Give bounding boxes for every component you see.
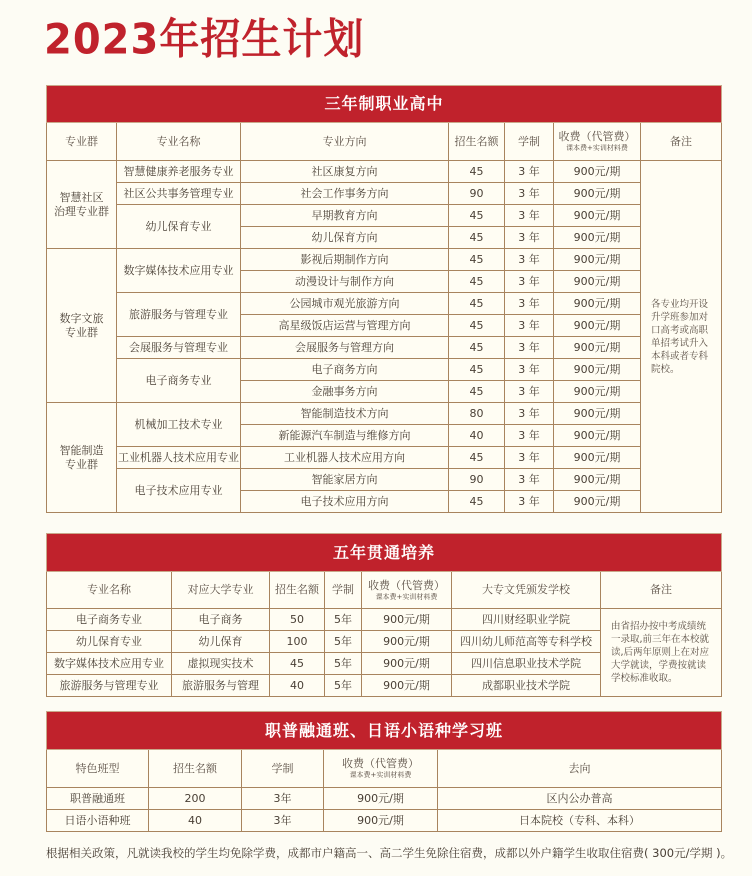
table-row xyxy=(47,249,722,271)
table-row xyxy=(47,359,722,381)
univ-major-cell: 旅游服务与管理 xyxy=(172,675,270,697)
duration-cell: 3 年 xyxy=(505,205,554,227)
fee-cell: 900元/期 xyxy=(362,609,452,631)
fee-cell: 900元/期 xyxy=(324,788,438,810)
major-cell: 旅游服务与管理专业 xyxy=(117,293,241,337)
quota-cell: 40 xyxy=(270,675,325,697)
fee-cell: 900元/期 xyxy=(554,491,641,513)
fee-header-sub: 课本费+实训材料费 xyxy=(566,144,628,152)
quota-cell: 45 xyxy=(449,205,505,227)
quota-cell: 45 xyxy=(449,271,505,293)
group-cell xyxy=(47,249,117,403)
table-row xyxy=(47,337,722,359)
col-header-direction: 专业方向 xyxy=(241,123,449,161)
group-cell xyxy=(47,403,117,513)
quota-cell: 200 xyxy=(149,788,242,810)
destination-cell: 日本院校（专科、本科） xyxy=(438,810,722,832)
fee-cell: 900元/期 xyxy=(362,675,452,697)
univ-major-cell: 虚拟现实技术 xyxy=(172,653,270,675)
direction-cell: 工业机器人技术应用方向 xyxy=(241,447,449,469)
quota-cell: 45 xyxy=(449,249,505,271)
fee-cell: 900元/期 xyxy=(554,381,641,403)
fee-cell: 900元/期 xyxy=(554,249,641,271)
note-cell: 各专业均开设升学班参加对口高考或高职单招考试升入本科或者专科院校。 xyxy=(641,161,722,513)
col-header-quota: 招生名额 xyxy=(270,572,325,609)
major-cell: 机械加工技术专业 xyxy=(117,403,241,447)
quota-cell: 45 xyxy=(449,381,505,403)
col-header-fee xyxy=(554,123,641,161)
quota-cell: 45 xyxy=(449,447,505,469)
group-label-line: 智能制造 xyxy=(59,443,104,457)
table-row xyxy=(47,469,722,491)
direction-cell: 影视后期制作方向 xyxy=(241,249,449,271)
fee-cell: 900元/期 xyxy=(554,337,641,359)
quota-cell: 45 xyxy=(449,293,505,315)
section-title: 职普融通班、日语小语种学习班 xyxy=(47,712,722,750)
direction-cell: 电子商务方向 xyxy=(241,359,449,381)
major-cell: 会展服务与管理专业 xyxy=(117,337,241,359)
fee-cell: 900元/期 xyxy=(554,205,641,227)
school-cell: 四川财经职业学院 xyxy=(452,609,601,631)
duration-cell: 3 年 xyxy=(505,359,554,381)
quota-cell: 45 xyxy=(270,653,325,675)
major-cell: 电子商务专业 xyxy=(117,359,241,403)
duration-cell: 5年 xyxy=(325,653,362,675)
duration-cell: 5年 xyxy=(325,631,362,653)
col-header-quota: 招生名额 xyxy=(149,750,242,788)
quota-cell: 40 xyxy=(449,425,505,447)
duration-cell: 3 年 xyxy=(505,293,554,315)
major-cell: 幼儿保育专业 xyxy=(117,205,241,249)
group-label-line: 治理专业群 xyxy=(54,204,109,218)
fee-header-main: 收费（代管费） xyxy=(558,130,636,143)
class-type-cell: 日语小语种班 xyxy=(47,810,149,832)
table-row xyxy=(47,609,722,631)
section-title: 五年贯通培养 xyxy=(47,534,722,572)
duration-cell: 3 年 xyxy=(505,315,554,337)
duration-cell: 3 年 xyxy=(505,227,554,249)
direction-cell: 会展服务与管理方向 xyxy=(241,337,449,359)
direction-cell: 高星级饭店运营与管理方向 xyxy=(241,315,449,337)
group-label-line: 数字文旅 xyxy=(59,311,104,325)
school-cell: 成都职业技术学院 xyxy=(452,675,601,697)
fee-cell: 900元/期 xyxy=(554,315,641,337)
duration-cell: 3 年 xyxy=(505,249,554,271)
five-year-table xyxy=(46,533,722,697)
direction-cell: 智能家居方向 xyxy=(241,469,449,491)
direction-cell: 早期教育方向 xyxy=(241,205,449,227)
col-header-major: 专业名称 xyxy=(47,572,172,609)
school-cell: 四川幼儿师范高等专科学校 xyxy=(452,631,601,653)
col-header-quota: 招生名额 xyxy=(449,123,505,161)
table-row xyxy=(47,293,722,315)
duration-cell: 3 年 xyxy=(505,447,554,469)
school-cell: 四川信息职业技术学院 xyxy=(452,653,601,675)
group-label-line: 专业群 xyxy=(65,457,98,471)
fee-cell: 900元/期 xyxy=(554,359,641,381)
fee-header-main: 收费（代管费） xyxy=(342,757,419,770)
duration-cell: 3 年 xyxy=(505,491,554,513)
section-title: 三年制职业高中 xyxy=(47,86,722,123)
col-header-destination: 去向 xyxy=(438,750,722,788)
direction-cell: 智能制造技术方向 xyxy=(241,403,449,425)
quota-cell: 90 xyxy=(449,183,505,205)
fee-cell: 900元/期 xyxy=(554,227,641,249)
fee-cell: 900元/期 xyxy=(554,425,641,447)
major-cell: 智慧健康养老服务专业 xyxy=(117,161,241,183)
group-label-line: 智慧社区 xyxy=(59,190,104,204)
duration-cell: 3 年 xyxy=(505,381,554,403)
major-cell: 数字媒体技术应用专业 xyxy=(117,249,241,293)
group-cell xyxy=(47,161,117,249)
table-row xyxy=(47,183,722,205)
table-row xyxy=(47,447,722,469)
duration-cell: 3年 xyxy=(242,788,324,810)
fee-header-main: 收费（代管费） xyxy=(368,578,445,592)
fee-header-sub: 课本费+实训材料费 xyxy=(349,771,412,779)
table-row xyxy=(47,788,722,810)
duration-cell: 5年 xyxy=(325,609,362,631)
note-cell: 由省招办按中考成绩统一录取,前三年在本校就读,后两年原则上在对应大学就读，学费按就读学校标准收取。 xyxy=(601,609,722,697)
direction-cell: 金融事务方向 xyxy=(241,381,449,403)
direction-cell: 动漫设计与制作方向 xyxy=(241,271,449,293)
page-title: 2023年招生计划 xyxy=(44,15,365,65)
major-cell: 电子技术应用专业 xyxy=(117,469,241,513)
direction-cell: 幼儿保育方向 xyxy=(241,227,449,249)
duration-cell: 3 年 xyxy=(505,469,554,491)
table-row xyxy=(47,205,722,227)
fee-cell: 900元/期 xyxy=(362,653,452,675)
direction-cell: 电子技术应用方向 xyxy=(241,491,449,513)
fee-cell: 900元/期 xyxy=(554,403,641,425)
table-row xyxy=(47,403,722,425)
quota-cell: 45 xyxy=(449,227,505,249)
fee-cell: 900元/期 xyxy=(554,293,641,315)
col-header-note: 备注 xyxy=(601,572,722,609)
footer-policy-note: 根据相关政策，凡就读我校的学生均免除学费，成都市户籍高一、高二学生免除住宿费，成都以外户籍学生收取住宿费( 300元/学期 )。 xyxy=(46,846,733,860)
major-cell: 电子商务专业 xyxy=(47,609,172,631)
col-header-group: 专业群 xyxy=(47,123,117,161)
col-header-duration: 学制 xyxy=(325,572,362,609)
duration-cell: 3 年 xyxy=(505,403,554,425)
group-label-line: 专业群 xyxy=(65,325,98,339)
class-type-cell: 职普融通班 xyxy=(47,788,149,810)
quota-cell: 45 xyxy=(449,337,505,359)
col-header-univ-major: 对应大学专业 xyxy=(172,572,270,609)
duration-cell: 3 年 xyxy=(505,161,554,183)
major-cell: 工业机器人技术应用专业 xyxy=(117,447,241,469)
quota-cell: 45 xyxy=(449,491,505,513)
quota-cell: 45 xyxy=(449,161,505,183)
univ-major-cell: 电子商务 xyxy=(172,609,270,631)
col-header-major: 专业名称 xyxy=(117,123,241,161)
direction-cell: 社会工作事务方向 xyxy=(241,183,449,205)
col-header-duration: 学制 xyxy=(505,123,554,161)
quota-cell: 100 xyxy=(270,631,325,653)
col-header-fee xyxy=(324,750,438,788)
col-header-school: 大专文凭颁发学校 xyxy=(452,572,601,609)
fee-cell: 900元/期 xyxy=(324,810,438,832)
fee-cell: 900元/期 xyxy=(554,447,641,469)
direction-cell: 公园城市观光旅游方向 xyxy=(241,293,449,315)
fee-cell: 900元/期 xyxy=(554,161,641,183)
quota-cell: 45 xyxy=(449,315,505,337)
direction-cell: 社区康复方向 xyxy=(241,161,449,183)
duration-cell: 3 年 xyxy=(505,183,554,205)
three-year-table xyxy=(46,85,722,513)
col-header-class-type: 特色班型 xyxy=(47,750,149,788)
fee-cell: 900元/期 xyxy=(554,271,641,293)
quota-cell: 50 xyxy=(270,609,325,631)
fee-header-sub: 课本费+实训材料费 xyxy=(375,592,438,601)
fee-cell: 900元/期 xyxy=(362,631,452,653)
duration-cell: 3 年 xyxy=(505,271,554,293)
quota-cell: 80 xyxy=(449,403,505,425)
major-cell: 幼儿保育专业 xyxy=(47,631,172,653)
major-cell: 旅游服务与管理专业 xyxy=(47,675,172,697)
destination-cell: 区内公办普高 xyxy=(438,788,722,810)
major-cell: 社区公共事务管理专业 xyxy=(117,183,241,205)
quota-cell: 40 xyxy=(149,810,242,832)
univ-major-cell: 幼儿保育 xyxy=(172,631,270,653)
special-class-table xyxy=(46,711,722,832)
table-row xyxy=(47,810,722,832)
quota-cell: 45 xyxy=(449,359,505,381)
col-header-duration: 学制 xyxy=(242,750,324,788)
direction-cell: 新能源汽车制造与维修方向 xyxy=(241,425,449,447)
table-row xyxy=(47,161,722,183)
duration-cell: 3 年 xyxy=(505,337,554,359)
fee-cell: 900元/期 xyxy=(554,469,641,491)
duration-cell: 3年 xyxy=(242,810,324,832)
quota-cell: 90 xyxy=(449,469,505,491)
major-cell: 数字媒体技术应用专业 xyxy=(47,653,172,675)
duration-cell: 3 年 xyxy=(505,425,554,447)
fee-cell: 900元/期 xyxy=(554,183,641,205)
col-header-note: 备注 xyxy=(641,123,722,161)
duration-cell: 5年 xyxy=(325,675,362,697)
col-header-fee xyxy=(362,572,452,609)
